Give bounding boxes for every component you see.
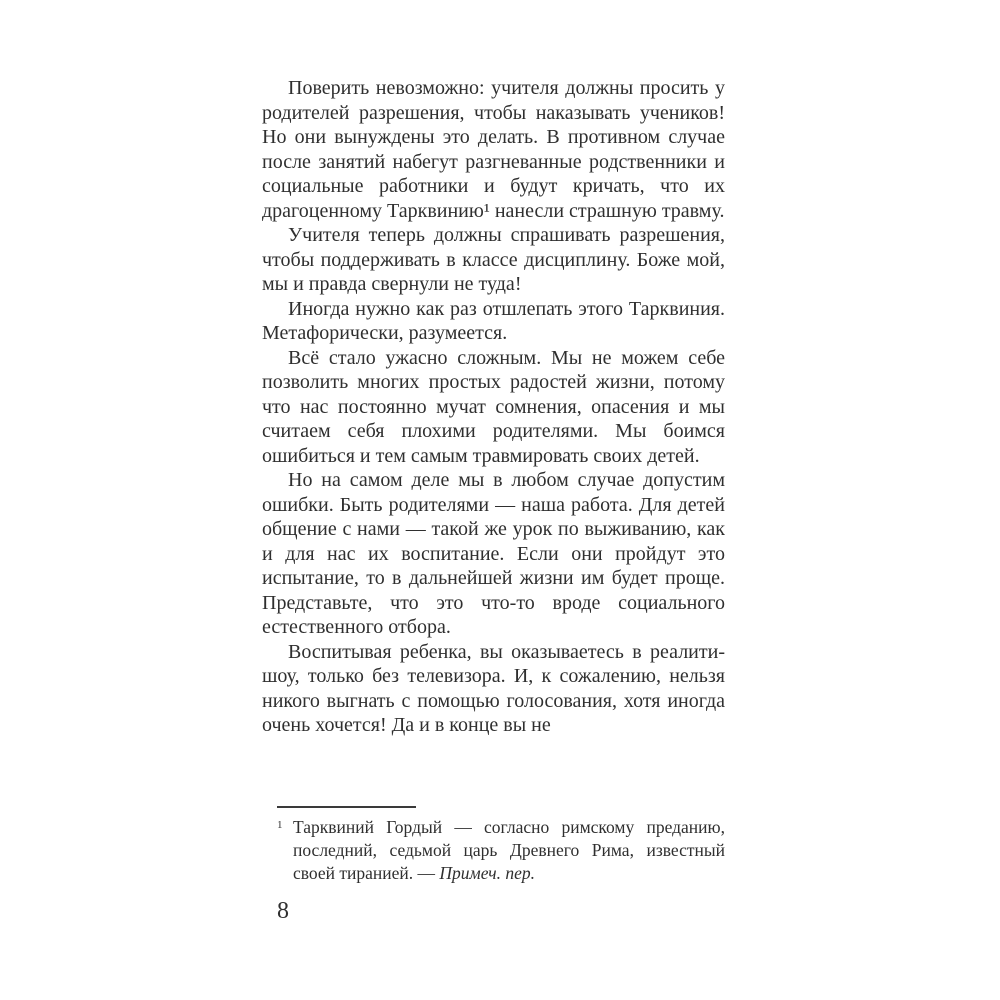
page-number: 8: [277, 898, 289, 924]
footnote-marker: 1: [277, 819, 283, 831]
paragraph-3: Иногда нужно как раз отшлепать этого Тарквиния. Метафорически, разумеется.: [262, 297, 725, 344]
body-text: [262, 76, 725, 738]
footnote-translator-note: Примеч. пер.: [439, 863, 535, 883]
footnote-text: [293, 816, 725, 885]
footnote-body: [277, 816, 725, 885]
footnote: [277, 806, 725, 885]
paragraph-4: Всё стало ужасно сложным. Мы не можем себе позволить многих простых радостей жизни, потому что нас постоянно мучат сомнения, опасения и мы считаем себя плохими родителями. Мы боимся ошибиться и тем самым травмировать своих детей.: [262, 346, 725, 467]
paragraph-5: Но на самом деле мы в любом случае допустим ошибки. Быть родителями — наша работа. Для детей общение с нами — такой же урок по выживанию, как и для нас их воспитание. Если они пройдут это испытание, то в дальнейшей жизни им будет проще. Представьте, что это что-то вроде социального естественного отбора.: [262, 469, 725, 638]
footnote-text-main: Тарквиний Гордый — согласно римскому преданию, последний, седьмой царь Древнего Рима, известный своей тиранией. —: [293, 817, 725, 883]
footnote-separator: [277, 806, 416, 808]
paragraph-2: Учителя теперь должны спрашивать разрешения, чтобы поддерживать в классе дисциплину. Боже мой, мы и правда свернули не туда!: [262, 224, 725, 295]
paragraph-1: Поверить невозможно: учителя должны просить у родителей разрешения, чтобы наказывать учеников! Но они вынуждены это делать. В противном случае после занятий набегут разгневанные родственники и социальные работники и будут кричать, что их драгоценному Тарквинию¹ нанесли страшную травму.: [262, 77, 725, 222]
paragraph-6: Воспитывая ребенка, вы оказываетесь в реалити-шоу, только без телевизора. И, к сожалению, нельзя никого выгнать с помощью голосования, хотя иногда очень хочется! Да и в конце вы не: [262, 640, 725, 736]
